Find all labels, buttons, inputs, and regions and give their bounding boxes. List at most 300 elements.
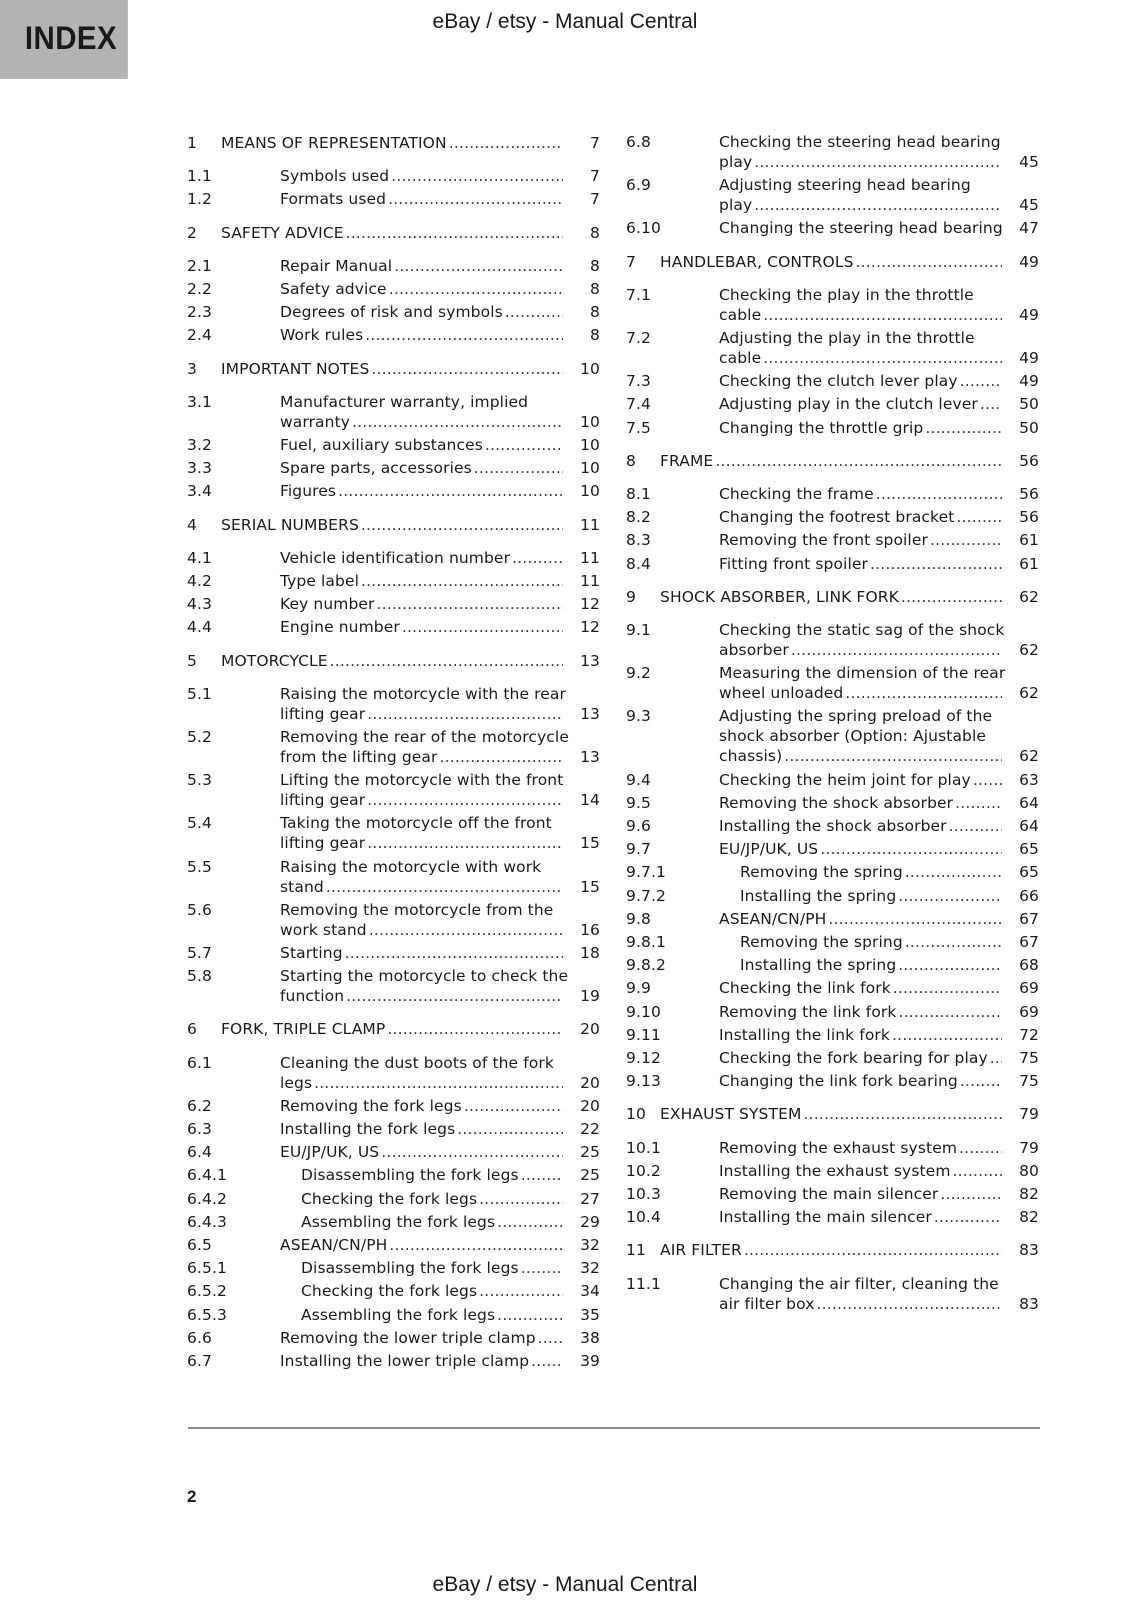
toc-leader-dots [898, 955, 1002, 975]
toc-title-last-line [719, 770, 1005, 790]
toc-title-line: from the lifting gear [280, 748, 438, 766]
toc-leader-dots [905, 862, 1002, 882]
watermark-bottom: eBay / etsy - Manual Central [432, 1573, 698, 1596]
toc-number: 9.10 [626, 1002, 661, 1021]
toc-number: 5.1 [187, 684, 212, 703]
toc-page-number: 69 [1019, 979, 1039, 998]
toc-number: 7.3 [626, 372, 651, 391]
toc-title [280, 943, 566, 963]
toc-page-number: 10 [580, 482, 600, 501]
toc-number: 6.2 [187, 1096, 212, 1115]
toc-title-line: work stand [280, 920, 367, 939]
toc-title-line: Changing the throttle grip [719, 418, 924, 437]
toc-title [719, 394, 1005, 414]
toc-title [280, 302, 566, 322]
toc-title-line: MOTORCYCLE [221, 651, 328, 670]
toc-title-line: EU/JP/UK, US [719, 840, 819, 859]
toc-leader-dots [369, 920, 563, 940]
toc-title-line: Type label [280, 572, 360, 590]
toc-title-line: Installing the link fork [719, 1025, 890, 1044]
toc-page-number: 75 [1019, 1049, 1039, 1067]
toc-title-line: Changing the footrest bracket [719, 508, 955, 527]
toc-title-last-line [660, 451, 1005, 471]
page-number: 2 [187, 1487, 197, 1506]
toc-leader-dots [485, 435, 563, 455]
toc-page-number: 19 [580, 987, 600, 1006]
toc-leader-dots [960, 371, 1002, 391]
toc-title-line: Symbols used [280, 167, 390, 186]
toc-leader-dots [361, 571, 563, 591]
toc-leader-dots [925, 418, 1002, 438]
toc-number: 6.4.1 [187, 1166, 227, 1185]
toc-title [719, 530, 1005, 550]
toc-page-number: 67 [1019, 933, 1039, 951]
toc-title-line: Changing the steering head bearing [719, 219, 1003, 238]
toc-title-line: Adjusting steering head bearing [719, 176, 971, 195]
toc-title [719, 1138, 1005, 1158]
toc-leader-dots [930, 530, 1002, 550]
toc-title-last-line [280, 1119, 566, 1139]
toc-page-number: 75 [1019, 1072, 1039, 1091]
toc-leader-dots [367, 790, 563, 810]
toc-leader-dots [346, 223, 563, 243]
toc-number: 2.4 [187, 326, 212, 345]
toc-title-line: Checking the fork legs [301, 1282, 478, 1301]
toc-page-number: 11 [580, 572, 600, 590]
toc-number: 5.5 [187, 857, 212, 876]
toc-number: 6.1 [187, 1053, 212, 1072]
toc-title [280, 1235, 566, 1255]
toc-title-line: play [719, 153, 753, 171]
toc-leader-dots [820, 839, 1002, 859]
toc-page-number: 56 [1019, 508, 1039, 527]
toc-leader-dots [391, 166, 563, 186]
toc-title-last-line [740, 862, 1005, 882]
toc-title-line: HANDLEBAR, CONTROLS [660, 252, 854, 271]
toc-title-line: Measuring the dimension of the rear [719, 664, 1006, 683]
toc-title [221, 651, 566, 671]
toc-leader-dots [352, 412, 563, 432]
toc-leader-dots [402, 617, 563, 637]
toc-title [719, 706, 1005, 766]
toc-title-last-line [740, 932, 1005, 952]
toc-number: 2 [187, 223, 197, 242]
toc-title-last-line [280, 790, 566, 810]
toc-title-last-line [719, 371, 1005, 391]
toc-number: 9.11 [626, 1025, 661, 1044]
toc-page-number: 10 [580, 359, 600, 378]
toc-page-number: 56 [1019, 485, 1039, 503]
toc-leader-dots [449, 133, 563, 153]
toc-title-line: SHOCK ABSORBER, LINK FORK [660, 587, 899, 606]
toc-page-number: 12 [580, 618, 600, 637]
toc-leader-dots [538, 1328, 563, 1348]
toc-title-line: Manufacturer warranty, implied [280, 392, 529, 411]
toc-title-line: Checking the static sag of the shock [719, 621, 1005, 639]
toc-leader-dots [754, 152, 1002, 172]
toc-page-number: 25 [580, 1166, 600, 1185]
toc-page-number: 66 [1019, 886, 1039, 905]
toc-number: 9.8.1 [626, 933, 666, 951]
toc-page-number: 7 [590, 134, 600, 152]
toc-number: 9.7 [626, 840, 651, 859]
toc-page-number: 63 [1019, 770, 1039, 789]
toc-leader-dots [388, 189, 563, 209]
toc-page-number: 69 [1019, 1002, 1039, 1021]
toc-page-number: 27 [580, 1189, 600, 1208]
toc-title-line: absorber [719, 641, 789, 659]
toc-title-line: Adjusting play in the clutch lever [719, 395, 978, 414]
toc-title-last-line [280, 594, 566, 614]
toc-title-last-line [719, 1138, 1005, 1158]
toc-title-line: warranty [280, 412, 351, 431]
toc-number: 1.1 [187, 167, 212, 186]
toc-title-line: Fuel, auxiliary substances [280, 436, 483, 454]
toc-leader-dots [387, 1019, 563, 1039]
toc-title [221, 1019, 566, 1039]
toc-number: 7.1 [626, 285, 651, 304]
toc-leader-dots [784, 746, 1002, 766]
toc-number: 8 [626, 451, 636, 470]
toc-page-number: 15 [580, 877, 600, 896]
toc-leader-dots [960, 1071, 1002, 1091]
index-tab: INDEX [0, 0, 128, 79]
toc-title-last-line [719, 839, 1005, 859]
toc-leader-dots [346, 986, 563, 1006]
toc-page-number: 8 [590, 280, 600, 298]
toc-title-last-line [719, 394, 1005, 414]
toc-page-number: 10 [580, 459, 600, 478]
toc-title-last-line [719, 683, 1005, 703]
toc-title-line: Installing the main silencer [719, 1208, 932, 1227]
toc-leader-dots [763, 348, 1002, 368]
toc-title-line: Removing the link fork [719, 1002, 897, 1021]
toc-leader-dots [367, 704, 563, 724]
toc-page-number: 62 [1019, 747, 1039, 766]
toc-leader-dots [953, 1161, 1002, 1181]
toc-title [280, 481, 566, 501]
toc-title-last-line [719, 484, 1005, 504]
toc-title-last-line [719, 305, 1005, 325]
toc-title-line: Repair Manual [280, 256, 393, 275]
toc-number: 9.8 [626, 909, 651, 928]
toc-leader-dots [905, 932, 1002, 952]
toc-number: 6.6 [187, 1328, 212, 1347]
toc-leader-dots [803, 1104, 1002, 1124]
toc-page-number: 83 [1019, 1294, 1039, 1313]
toc-number: 10.3 [626, 1185, 661, 1203]
toc-title-line: Removing the lower triple clamp [280, 1328, 536, 1347]
toc-title-last-line [221, 515, 566, 535]
toc-leader-dots [365, 325, 563, 345]
toc-number: 9.7.1 [626, 863, 666, 882]
toc-page-number: 82 [1019, 1208, 1039, 1227]
toc-number: 6.9 [626, 176, 651, 195]
toc-page-number: 8 [590, 223, 600, 242]
toc-title-line: air filter box [719, 1294, 815, 1313]
toc-leader-dots [893, 978, 1002, 998]
toc-number: 7.5 [626, 418, 651, 437]
toc-title [740, 955, 1005, 975]
toc-page-number: 49 [1019, 305, 1039, 324]
toc-title [301, 1165, 566, 1185]
toc-leader-dots [791, 640, 1002, 660]
toc-page-number: 62 [1019, 641, 1039, 659]
toc-leader-dots [973, 770, 1002, 790]
toc-title-line: Starting [280, 944, 343, 962]
toc-title [280, 256, 566, 276]
toc-page-number: 8 [590, 326, 600, 345]
toc-title [280, 325, 566, 345]
toc-title-line: Raising the motorcycle with work [280, 857, 542, 876]
toc-title-last-line [280, 1328, 566, 1348]
toc-title [719, 418, 1005, 438]
toc-title-last-line [301, 1258, 566, 1278]
toc-title-line: EU/JP/UK, US [280, 1143, 380, 1162]
toc-title-last-line [719, 554, 1005, 574]
toc-title-last-line [280, 1235, 566, 1255]
toc-title [221, 515, 566, 535]
toc-leader-dots [876, 484, 1002, 504]
toc-title-line: Cleaning the dust boots of the fork [280, 1053, 554, 1072]
toc-leader-dots [345, 943, 563, 963]
toc-title-line: Changing the air filter, cleaning the [719, 1274, 999, 1293]
toc-number: 5.6 [187, 900, 212, 919]
toc-page-number: 10 [580, 436, 600, 454]
toc-number: 2.1 [187, 256, 212, 275]
toc-number: 4.2 [187, 572, 212, 590]
toc-leader-dots [754, 195, 1002, 215]
toc-page-number: 79 [1019, 1105, 1039, 1124]
toc-title-line: Taking the motorcycle off the front [280, 814, 552, 833]
toc-title [221, 223, 566, 243]
toc-page-number: 61 [1019, 531, 1039, 550]
toc-title-last-line [221, 223, 566, 243]
toc-page-number: 80 [1019, 1161, 1039, 1180]
toc-title-last-line [719, 746, 1005, 766]
toc-number: 9.13 [626, 1072, 661, 1091]
toc-title [719, 663, 1005, 703]
toc-title-last-line [221, 651, 566, 671]
toc-title-line: SERIAL NUMBERS [221, 515, 359, 534]
toc-number: 9.6 [626, 817, 651, 835]
toc-page-number: 13 [580, 651, 600, 670]
toc-title-line: AIR FILTER [660, 1241, 742, 1260]
toc-title-line: lifting gear [280, 791, 366, 810]
toc-leader-dots [934, 1207, 1002, 1227]
toc-leader-dots [389, 1235, 563, 1255]
toc-title-last-line [660, 1104, 1005, 1124]
toc-page-number: 20 [580, 1096, 600, 1115]
toc-leader-dots [763, 305, 1002, 325]
toc-title-last-line [280, 704, 566, 724]
toc-leader-dots [990, 1048, 1002, 1068]
toc-title [280, 1119, 566, 1139]
toc-page-number: 13 [580, 704, 600, 723]
toc-page-number: 47 [1019, 219, 1039, 238]
toc-title-line: Removing the front spoiler [719, 531, 928, 550]
toc-title-last-line [280, 571, 566, 591]
toc-title-line: SAFETY ADVICE [221, 223, 344, 242]
toc-page-number: 34 [580, 1282, 600, 1301]
toc-title-last-line [719, 218, 1005, 238]
toc-number: 6.3 [187, 1120, 212, 1138]
toc-page-number: 32 [580, 1236, 600, 1254]
toc-number: 9.4 [626, 770, 651, 789]
toc-leader-dots [474, 458, 563, 478]
toc-page-number: 32 [580, 1259, 600, 1278]
toc-number: 10 [626, 1105, 646, 1124]
toc-page-number: 65 [1019, 863, 1039, 882]
toc-title-last-line [740, 886, 1005, 906]
footer-rule [188, 1427, 1040, 1429]
toc-title-line: shock absorber (Option: Ajustable [719, 727, 987, 746]
toc-title-last-line [719, 348, 1005, 368]
toc-title [660, 252, 1005, 272]
toc-title-line: Installing the spring [740, 956, 897, 975]
toc-title [740, 862, 1005, 882]
toc-leader-dots [338, 481, 563, 501]
toc-number: 3.1 [187, 392, 212, 411]
toc-title-last-line [280, 920, 566, 940]
toc-title-line: Checking the fork bearing for play [719, 1049, 988, 1067]
toc-title [740, 886, 1005, 906]
toc-title-line: Checking the frame [719, 485, 874, 503]
toc-leader-dots [845, 683, 1002, 703]
toc-title [280, 1351, 566, 1371]
toc-title [719, 554, 1005, 574]
toc-title-last-line [660, 587, 1005, 607]
toc-page-number: 38 [580, 1328, 600, 1347]
toc-number: 9.7.2 [626, 886, 666, 905]
toc-number: 6.5.2 [187, 1282, 227, 1301]
toc-number: 10.4 [626, 1208, 661, 1227]
toc-title [719, 1207, 1005, 1227]
toc-page-number: 35 [580, 1305, 600, 1324]
toc-leader-dots [531, 1351, 563, 1371]
toc-title [719, 839, 1005, 859]
toc-page-number: 18 [580, 944, 600, 962]
toc-number: 6.5.1 [187, 1259, 227, 1278]
toc-title-line: Checking the heim joint for play [719, 770, 971, 789]
toc-title-last-line [280, 747, 566, 767]
toc-title-line: Safety advice [280, 280, 387, 298]
toc-title-line: Installing the exhaust system [719, 1161, 951, 1180]
toc-title-last-line [719, 1002, 1005, 1022]
toc-title [719, 909, 1005, 929]
toc-title [719, 328, 1005, 368]
toc-title-last-line [221, 359, 566, 379]
toc-page-number: 12 [580, 595, 600, 614]
toc-number: 9.5 [626, 793, 651, 812]
toc-title-line: Checking the steering head bearing [719, 133, 1001, 151]
toc-title [740, 932, 1005, 952]
toc-number: 11 [626, 1241, 646, 1260]
toc-title-last-line [719, 793, 1005, 813]
toc-title-line: Disassembling the fork legs [301, 1259, 519, 1278]
toc-title-line: play [719, 196, 753, 215]
toc-title [221, 133, 566, 153]
toc-page-number: 49 [1019, 372, 1039, 391]
toc-page-number: 25 [580, 1143, 600, 1162]
toc-title [301, 1189, 566, 1209]
toc-title [719, 816, 1005, 836]
toc-title [280, 1096, 566, 1116]
toc-page-number: 49 [1019, 349, 1039, 367]
toc-title [719, 507, 1005, 527]
toc-title-last-line [221, 1019, 566, 1039]
toc-leader-dots [856, 252, 1002, 272]
toc-title-line: ASEAN/CN/PH [719, 909, 827, 928]
toc-title-last-line [280, 1142, 566, 1162]
toc-title-line: Removing the motorcycle from the [280, 900, 554, 919]
toc-page-number: 50 [1019, 418, 1039, 437]
toc-number: 5.2 [187, 728, 212, 746]
toc-page-number: 45 [1019, 196, 1039, 215]
toc-title-line: Engine number [280, 618, 400, 637]
toc-leader-dots [377, 594, 563, 614]
toc-title [221, 359, 566, 379]
toc-title [660, 587, 1005, 607]
toc-leader-dots [817, 1294, 1002, 1314]
toc-title-line: Installing the shock absorber [719, 817, 947, 835]
toc-number: 8.1 [626, 485, 651, 503]
toc-number: 9.3 [626, 707, 651, 726]
toc-page-number: 7 [590, 190, 600, 209]
toc-page-number: 68 [1019, 956, 1039, 975]
toc-title-last-line [719, 1207, 1005, 1227]
toc-title [280, 392, 566, 432]
toc-number: 6.8 [626, 133, 651, 151]
toc-title [719, 978, 1005, 998]
toc-page-number: 56 [1019, 451, 1039, 470]
toc-title-last-line [280, 1351, 566, 1371]
toc-title [719, 1002, 1005, 1022]
toc-leader-dots [326, 877, 563, 897]
toc-leader-dots [505, 302, 563, 322]
toc-title-last-line [280, 833, 566, 853]
toc-title [719, 1274, 1005, 1314]
toc-leader-dots [949, 816, 1002, 836]
toc-title-last-line [660, 252, 1005, 272]
toc-number: 1.2 [187, 190, 212, 209]
toc-title-line: FORK, TRIPLE CLAMP [221, 1020, 386, 1039]
toc-title [719, 484, 1005, 504]
toc-page-number: 49 [1019, 252, 1039, 271]
toc-title-last-line [719, 640, 1005, 660]
toc-title-line: Adjusting the play in the throttle [719, 329, 975, 347]
toc-title-last-line [280, 458, 566, 478]
toc-title-line: Vehicle identification number [280, 548, 511, 567]
toc-title [280, 571, 566, 591]
toc-number: 4.1 [187, 548, 212, 567]
toc-title-line: Assembling the fork legs [301, 1305, 496, 1324]
toc-number: 8.3 [626, 531, 651, 550]
toc-title-last-line [280, 986, 566, 1006]
toc-title [719, 175, 1005, 215]
toc-title-line: chassis) [719, 747, 783, 766]
toc-leader-dots [521, 1165, 563, 1185]
toc-title-last-line [719, 1294, 1005, 1314]
toc-page-number: 83 [1019, 1241, 1039, 1260]
toc-title-line: Checking the fork legs [301, 1189, 478, 1208]
toc-title-line: Spare parts, accessories [280, 459, 472, 478]
toc-number: 7.4 [626, 395, 651, 414]
toc-title [280, 1142, 566, 1162]
toc-title [280, 617, 566, 637]
toc-leader-dots [892, 1025, 1002, 1045]
toc-number: 1 [187, 134, 197, 152]
